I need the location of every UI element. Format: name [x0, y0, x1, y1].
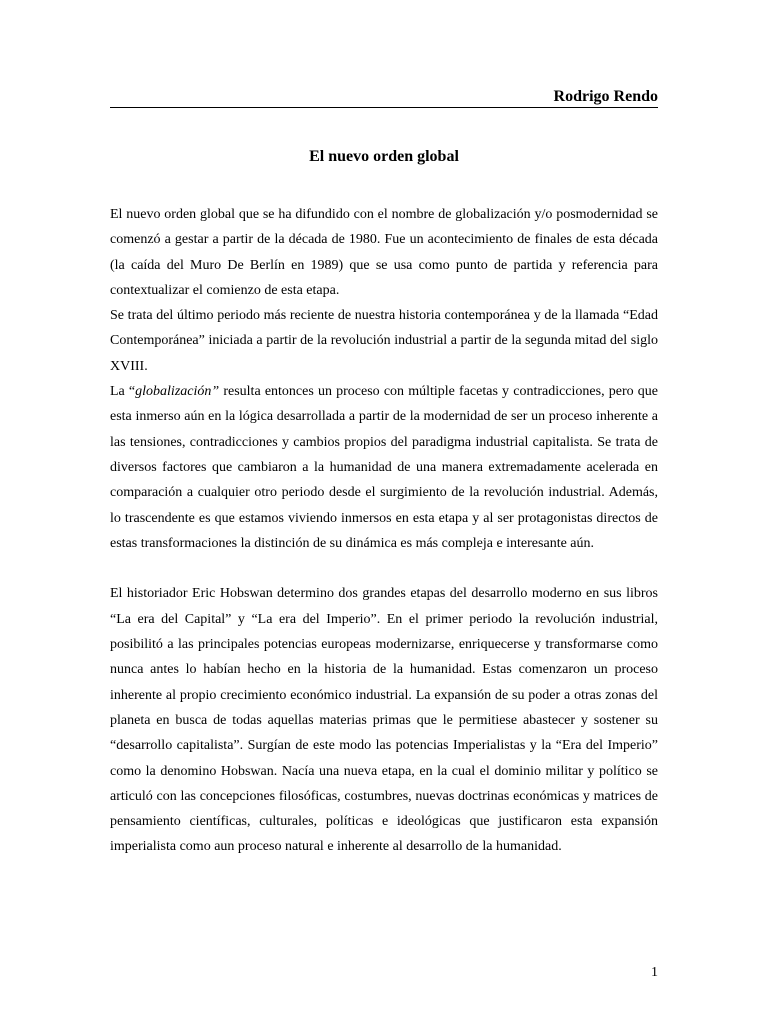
paragraph: El nuevo orden global que se ha difundido con el nombre de globalización y/o posmodernidad se comenzó a gestar a partir de la década de 1980. Fue un acontecimiento de finales de esta década (la caída del Muro De Berlín en 1989) que se usa como punto de partida y referencia para contextualizar el comienzo de esta etapa. [110, 207, 658, 298]
document-body [110, 202, 658, 860]
paragraph-text: La “ [110, 384, 136, 400]
paragraph [110, 379, 658, 556]
page-number: 1 [651, 965, 658, 980]
emphasized-term: globalización” [135, 384, 220, 400]
author-name: Rodrigo Rendo [553, 88, 658, 105]
paragraph: Se trata del último periodo más reciente de nuestra historia contemporánea y de la llamada “Edad Contemporánea” iniciada a partir de la revolución industrial a partir de la segunda mitad del siglo XVIII. [110, 308, 658, 374]
paragraph: El historiador Eric Hobswan determino dos grandes etapas del desarrollo moderno en sus libros “La era del Capital” y “La era del Imperio”. En el primer periodo la revolución industrial, posibilitó a las principales potencias europeas modernizarse, enriquecerse y transformarse como nunca antes lo habían hecho en la historia de la humanidad. Estas comenzaron un proceso inherente al propio crecimiento económico industrial. La expansión de su poder a otras zonas del planeta en busca de todas aquellas materias primas que le permitiese abastecer y sostener su “desarrollo capitalista”. Surgían de este modo las potencias Imperialistas y la “Era del Imperio” como la denomino Hobswan. Nacía una nueva etapa, en la cual el dominio militar y político se articuló con las concepciones filosóficas, costumbres, nuevas doctrinas económicas y matrices de pensamiento científicas, culturales, políticas e ideológicas que justificaron esta expansión imperialista como aun proceso natural e inherente al desarrollo de la humanidad. [110, 586, 658, 855]
page-header [110, 86, 658, 108]
document-title: El nuevo orden global [309, 148, 459, 165]
paragraph-text: resulta entonces un proceso con múltiple facetas y contradicciones, pero que esta inmerso aún en la lógica desarrollada a partir de la modernidad de ser un proceso inherente a las tensiones, contradicciones y cambios propios del paradigma industrial capitalista. Se trata de diversos factores que cambiaron a la humanidad de una manera extremadamente acelerada en comparación a cualquier otro periodo desde el surgimiento de la revolución industrial. Además, lo trascendente es que estamos viviendo inmersos en esta etapa y al ser protagonistas directos de estas transformaciones la distinción de su dinámica es más compleja e interesante aún. [110, 384, 658, 551]
